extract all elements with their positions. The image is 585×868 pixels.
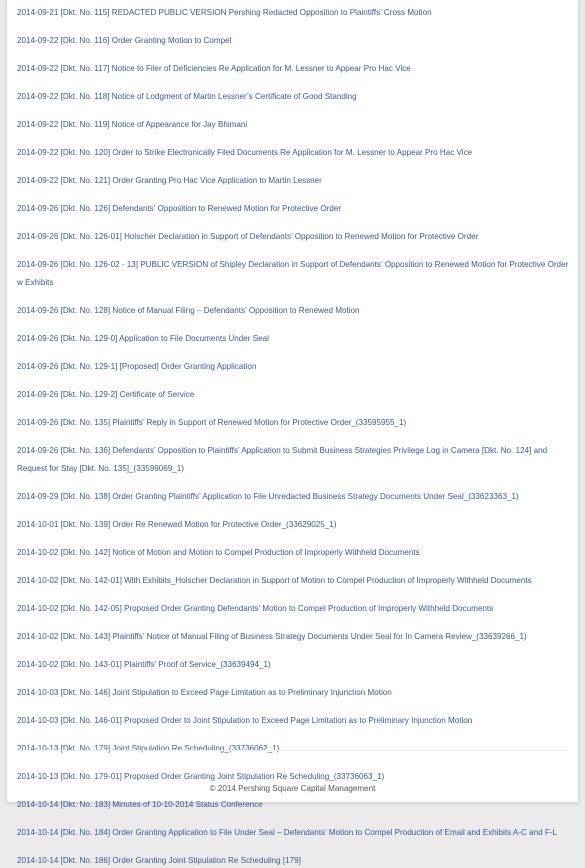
document-link[interactable]: 2014-10-02 [Dkt. No. 142] Notice of Motion and Motion to Compel Production of Improperly Withheld Documents: [17, 548, 420, 557]
list-item: [17, 440, 570, 476]
document-link[interactable]: 2014-09-29 [Dkt. No. 138] Order Granting Plaintiffs’ Application to File Unredacted Business Strategy Documents Under Seal_(33623363_1): [17, 492, 519, 501]
document-link[interactable]: 2014-09-26 [Dkt. No. 126-01] Holscher Declaration in Support of Defendants’ Opposition to Renewed Motion for Protective Order: [17, 232, 479, 241]
list-item: [17, 412, 570, 430]
document-list: [7, 0, 570, 868]
list-item: [17, 626, 570, 644]
list-item: [17, 142, 570, 160]
document-link[interactable]: 2014-09-26 [Dkt. No. 126-02 - 13] PUBLIC VERSION of Shipley Declaration in Support of Defendants’ Opposition to Renewed Motion for Protective Order w Exhibits: [17, 260, 569, 287]
list-item: [17, 254, 570, 290]
list-item: [17, 542, 570, 560]
list-item: [17, 514, 570, 532]
document-page: [6, 0, 579, 865]
document-link[interactable]: 2014-09-22 [Dkt. No. 120] Order to Strike Electronically Filed Documents Re Application for M. Lessner to Appear Pro Hac Vice: [17, 148, 473, 157]
document-link[interactable]: 2014-10-14 [Dkt. No. 186] Order Granting Joint Stipulation Re Scheduling [179]: [17, 856, 301, 865]
list-item: [17, 58, 570, 76]
footer-divider: [17, 750, 568, 751]
list-item: [17, 2, 570, 20]
list-item: [17, 486, 570, 504]
document-link[interactable]: 2014-10-02 [Dkt. No. 142-01] With Exhibits_Holscher Declaration in Support of Motion to Compel Production of Improperly Withheld Documents: [17, 576, 532, 585]
list-item: [17, 226, 570, 244]
list-item: [17, 794, 570, 812]
document-link[interactable]: 2014-10-01 [Dkt. No. 139] Order Re Renewed Motion for Protective Order_(33629025_1): [17, 520, 337, 529]
list-item: [17, 682, 570, 700]
list-item: [17, 766, 570, 784]
document-link[interactable]: 2014-10-13 [Dkt. No. 179-01] Proposed Order Granting Joint Stipulation Re Scheduling_(33736063_1): [17, 772, 385, 781]
list-item: [17, 86, 570, 104]
document-link[interactable]: 2014-09-22 [Dkt. No. 121] Order Granting Pro Hac Vice Application to Martin Lessner: [17, 176, 322, 185]
document-link[interactable]: 2014-10-14 [Dkt. No. 184] Order Granting Application to File Under Seal – Defendants’ Motion to Compel Production of Email and Exhibits A-C and F-L: [17, 828, 558, 837]
document-link[interactable]: 2014-09-26 [Dkt. No. 129-1] [Proposed] Order Granting Application: [17, 362, 257, 371]
document-link[interactable]: 2014-09-26 [Dkt. No. 136] Defendants’ Opposition to Plaintiffs’ Application to Submit Business Strategies Privilege Log in Camera [Dkt. No. 124] and Request for Stay [Dkt. No. 135]_(33599069_1): [17, 446, 548, 473]
list-item: [17, 738, 570, 756]
list-item: [17, 598, 570, 616]
list-item: [17, 822, 570, 840]
document-link[interactable]: 2014-09-22 [Dkt. No. 118] Notice of Lodgment of Martin Lessner’s Certificate of Good Standing: [17, 92, 357, 101]
document-link[interactable]: 2014-09-21 [Dkt. No. 115] REDACTED PUBLIC VERSION Pershing Redacted Opposition to Plaintiffs’ Cross Motion: [17, 8, 432, 17]
list-item: [17, 850, 570, 868]
list-item: [17, 356, 570, 374]
document-link[interactable]: 2014-10-14 [Dkt. No. 183] Minutes of 10-10-2014 Status Conference: [17, 800, 263, 809]
document-link[interactable]: 2014-10-02 [Dkt. No. 143] Plaintiffs’ Notice of Manual Filing of Business Strategy Documents Under Seal for In Camera Review_(33639266_1): [17, 632, 527, 641]
document-link[interactable]: 2014-09-26 [Dkt. No. 126] Defendants’ Opposition to Renewed Motion for Protective Order: [17, 204, 342, 213]
document-link[interactable]: 2014-09-22 [Dkt. No. 117] Notice to Filer of Deficiencies Re Application for M. Lessner to Appear Pro Hac Vice: [17, 64, 411, 73]
footer-copyright: © 2014 Pershing Square Capital Management: [209, 784, 376, 793]
list-item: [17, 114, 570, 132]
list-item: [17, 198, 570, 216]
document-link[interactable]: 2014-10-03 [Dkt. No. 146-01] Proposed Order to Joint Stipulation to Exceed Page Limitation as to Preliminary Injunction Motion: [17, 716, 473, 725]
list-item: [17, 170, 570, 188]
list-item: [17, 710, 570, 728]
list-item: [17, 384, 570, 402]
document-link[interactable]: 2014-09-26 [Dkt. No. 129-0] Application to File Documents Under Seal: [17, 334, 269, 343]
document-link[interactable]: 2014-09-26 [Dkt. No. 128] Notice of Manual Filing – Defendants’ Opposition to Renewed Motion: [17, 306, 360, 315]
list-item: [17, 654, 570, 672]
list-item: [17, 328, 570, 346]
document-link[interactable]: 2014-10-02 [Dkt. No. 142-05] Proposed Order Granting Defendants’ Motion to Compel Production of Improperly Withheld Documents: [17, 604, 494, 613]
document-link[interactable]: 2014-09-26 [Dkt. No. 135] Plaintiffs’ Reply in Support of Renewed Motion for Protective Order_(33595955_1): [17, 418, 407, 427]
document-link[interactable]: 2014-10-03 [Dkt. No. 146] Joint Stipulation to Exceed Page Limitation as to Preliminary Injunction Motion: [17, 688, 392, 697]
list-item: [17, 570, 570, 588]
document-link[interactable]: 2014-09-22 [Dkt. No. 119] Notice of Appearance for Jay Bhimani: [17, 120, 248, 129]
document-link[interactable]: 2014-10-13 [Dkt. No. 179] Joint Stipulation Re Scheduling_(33736062_1): [17, 744, 280, 753]
document-link[interactable]: 2014-09-26 [Dkt. No. 129-2] Certificate of Service: [17, 390, 195, 399]
list-item: [17, 300, 570, 318]
document-link[interactable]: 2014-09-22 [Dkt. No. 116] Order Granting Motion to Compel: [17, 36, 232, 45]
list-item: [17, 30, 570, 48]
document-link[interactable]: 2014-10-02 [Dkt. No. 143-01] Plaintiffs’ Proof of Service_(33639494_1): [17, 660, 271, 669]
